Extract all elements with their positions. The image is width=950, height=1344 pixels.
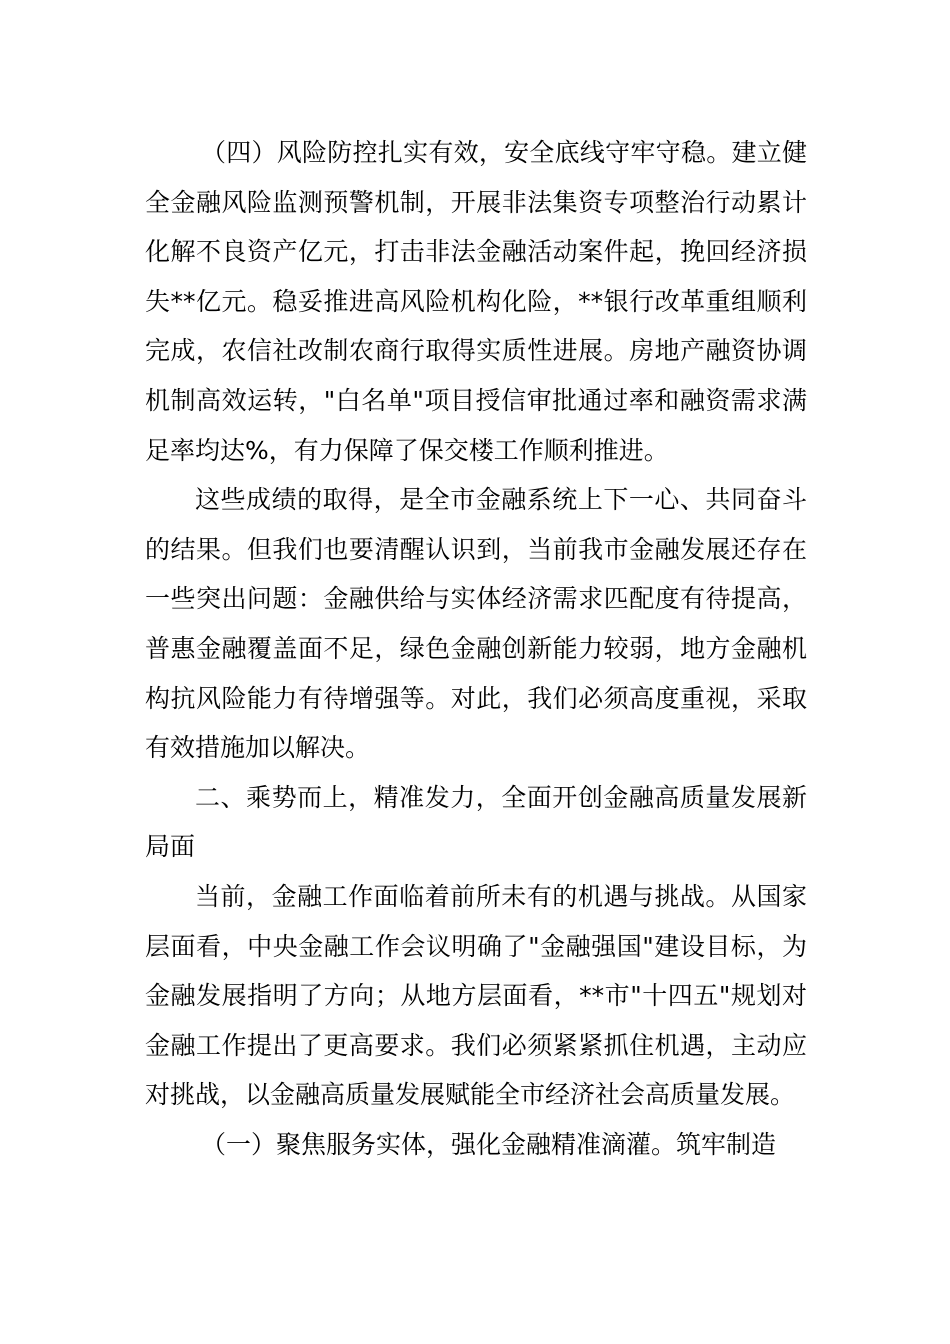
paragraph-serve-real-economy: （一）聚焦服务实体，强化金融精准滴灌。筑牢制造	[201, 1129, 777, 1159]
paragraph-risk-control: （四）风险防控扎实有效，安全底线守牢守稳。建立健全金融风险监测预警机制，开展非法集资专项整治行动累计化解不良资产亿元，打击非法金融活动案件起，挽回经济损失**亿元。稳妥推进高风险机构化险，**银行改革重组顺利完成，农信社改制农商行取得实质性进展。房地产融资协调机制高效运转，"白名单"项目授信审批通过率和融资需求满足率均达%，有力保障了保交楼工作顺利推进。	[145, 138, 807, 465]
document-body	[145, 128, 807, 1169]
section-heading-two: 二、乘势而上，精准发力，全面开创金融高质量发展新局面	[145, 782, 807, 862]
paragraph-opportunities-challenges: 当前，金融工作面临着前所未有的机遇与挑战。从国家层面看，中央金融工作会议明确了"金融强国"建设目标，为金融发展指明了方向；从地方层面看，**市"十四五"规划对金融工作提出了更高要求。我们必须紧紧抓住机遇，主动应对挑战，以金融高质量发展赋能全市经济社会高质量发展。	[145, 881, 807, 1110]
paragraph-achievements-and-problems: 这些成绩的取得，是全市金融系统上下一心、共同奋斗的结果。但我们也要清醒认识到，当前我市金融发展还存在一些突出问题：金融供给与实体经济需求匹配度有待提高，普惠金融覆盖面不足，绿色金融创新能力较弱，地方金融机构抗风险能力有待增强等。对此，我们必须高度重视，采取有效措施加以解决。	[145, 485, 807, 763]
